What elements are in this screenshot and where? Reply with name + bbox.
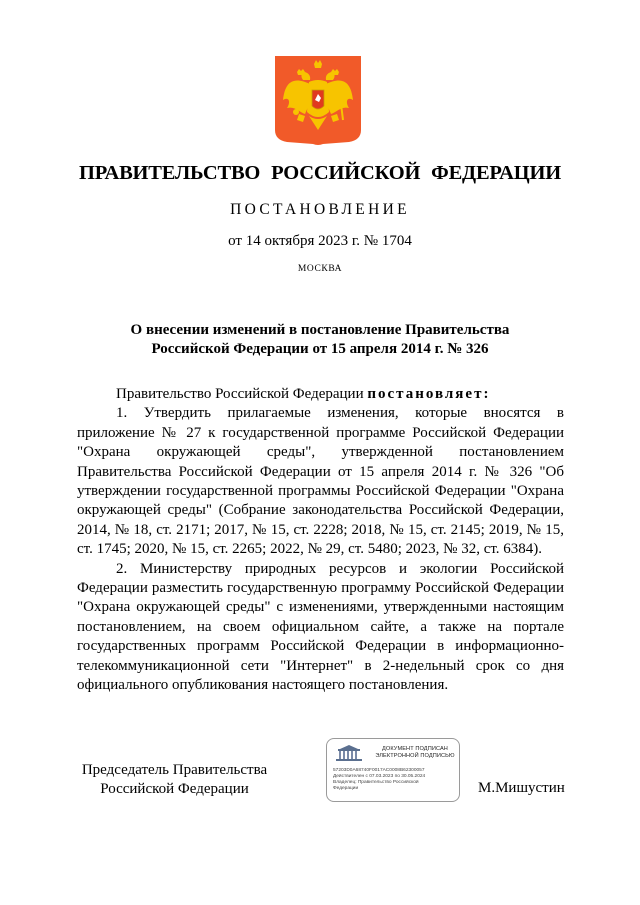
signatory-name: М.Мишустин	[478, 780, 565, 796]
stamp-serial: 57203D0A68740F0017AC0008B62300057	[333, 768, 425, 773]
position-line-1: Председатель Правительства	[81, 762, 268, 778]
paragraph-2: 2. Министерству природных ресурсов и экологии Российской Федерации разместить государственную программу Российской Федерации "Охрана окружающей среды" с изменениями, утвержденными настоящим постановлением, на своем официальном сайте, а также на портале государственных программ Российской Федерации в информационно-телекоммуникационной сети "Интернет" в 2-недельный срок со дня официального опубликования настоящего постановления.	[77, 560, 564, 694]
government-title: ПРАВИТЕЛЬСТВО РОССИЙСКОЙ ФЕДЕРАЦИИ	[79, 162, 561, 184]
stamp-owner-line-1: Владелец: Правительство Российской	[333, 780, 419, 785]
document-type: ПОСТАНОВЛЕНИЕ	[230, 201, 410, 218]
coat-of-arms-emblem	[275, 56, 361, 146]
stamp-owner-line-2: Федерации	[333, 786, 359, 791]
stamp-title-line-2: ЭЛЕКТРОННОЙ ПОДПИСЬЮ	[375, 753, 455, 759]
stamp-title-line-1: ДОКУМЕНТ ПОДПИСАН	[382, 746, 448, 752]
document-date-number: от 14 октября 2023 г. № 1704	[228, 233, 412, 249]
stamp-validity: Действителен с 07.03.2023 по 30.05.2024	[333, 774, 426, 779]
intro-verb: постановляет:	[367, 386, 491, 402]
heading-line-2: Российской Федерации от 15 апреля 2014 г. № 326	[151, 341, 489, 357]
document-heading	[0, 321, 640, 359]
stamp-details	[333, 768, 457, 792]
document-city: МОСКВА	[297, 264, 343, 274]
intro-paragraph	[77, 385, 564, 404]
document-body	[77, 385, 564, 696]
position-line-2: Российской Федерации	[100, 781, 249, 797]
paragraph-1: 1. Утвердить прилагаемые изменения, которые вносятся в приложение № 27 к государственной программе Российской Федерации "Охрана окружающей среды", утвержденной постановлением Правительства Российской Федерации от 15 апреля 2014 г. № 326 "Об утверждении государственной программы Российской Федерации "Охрана окружающей среды" (Собрание законодательства Российской Федерации, 2014, № 18, ст. 2171; 2017, № 15, ст. 2228; 2018, № 15, ст. 2145; 2019, № 15, ст. 1745; 2020, № 15, ст. 2265; 2022, № 29, ст. 5480; 2023, № 32, ст. 6384).	[77, 405, 564, 558]
intro-text: Правительство Российской Федерации	[116, 386, 364, 402]
signatory-position	[77, 761, 272, 799]
electronic-signature-stamp	[326, 738, 460, 802]
heading-line-1: О внесении изменений в постановление Правительства	[130, 322, 510, 338]
stamp-title	[373, 746, 457, 760]
government-building-logo-icon	[336, 745, 362, 761]
